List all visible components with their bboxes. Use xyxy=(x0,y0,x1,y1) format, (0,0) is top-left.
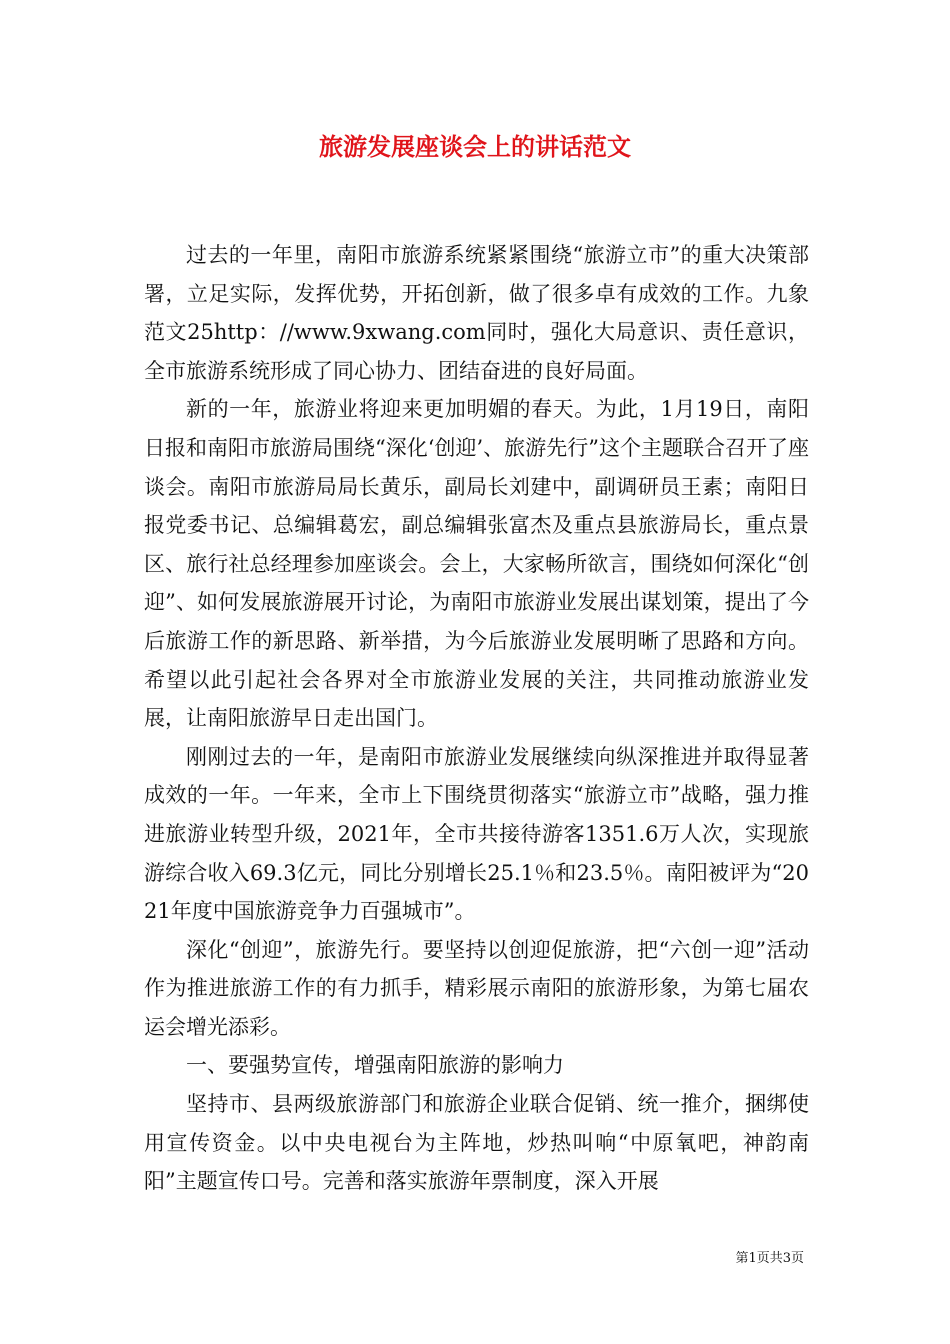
paragraph-2: 新的一年，旅游业将迎来更加明媚的春天。为此，1月19日，南阳日报和南阳市旅游局围绕“深化‘创迎’、旅游先行”这个主题联合召开了座谈会。南阳市旅游局局长黄乐，副局长刘建中，副调研员王素；南阳日报党委书记、总编辑葛宏，副总编辑张富杰及重点县旅游局长，重点景区、旅行社总经理参加座谈会。会上，大家畅所欲言，围绕如何深化“创迎”、如何发展旅游展开讨论，为南阳市旅游业发展出谋划策，提出了今后旅游工作的新思路、新举措，为今后旅游业发展明晰了思路和方向。希望以此引起社会各界对全市旅游业发展的关注，共同推动旅游业发展，让南阳旅游早日走出国门。 xyxy=(144,397,809,731)
section-heading-1: 一、要强势宣传，增强南阳旅游的影响力 xyxy=(186,1053,564,1078)
document-title: 旅游发展座谈会上的讲话范文 xyxy=(319,132,631,161)
document-body xyxy=(144,236,809,1201)
paragraph-3: 刚刚过去的一年，是南阳市旅游业发展继续向纵深推进并取得显著成效的一年。一年来，全市上下围绕贯彻落实“旅游立市”战略，强力推进旅游业转型升级，2021年，全市共接待游客1351.6万人次，实现旅游综合收入69.3亿元，同比分别增长25.1％和23.5％。南阳被评为“2021年度中国旅游竞争力百强城市”。 xyxy=(144,744,809,924)
page-number: 第1页共3页 xyxy=(735,1251,804,1266)
paragraph-1: 过去的一年里，南阳市旅游系统紧紧围绕“旅游立市”的重大决策部署，立足实际，发挥优势，开拓创新，做了很多卓有成效的工作。九象范文25http：//www.9xwang.com同时，强化大局意识、责任意识，全市旅游系统形成了同心协力、团结奋进的良好局面。 xyxy=(144,243,809,383)
paragraph-5: 坚持市、县两级旅游部门和旅游企业联合促销、统一推介，捆绑使用宣传资金。以中央电视台为主阵地，炒热叫响“中原氧吧，神韵南阳”主题宣传口号。完善和落实旅游年票制度，深入开展 xyxy=(144,1092,809,1194)
paragraph-4: 深化“创迎”，旅游先行。要坚持以创迎促旅游，把“六创一迎”活动作为推进旅游工作的有力抓手，精彩展示南阳的旅游形象，为第七届农运会增光添彩。 xyxy=(144,937,809,1039)
